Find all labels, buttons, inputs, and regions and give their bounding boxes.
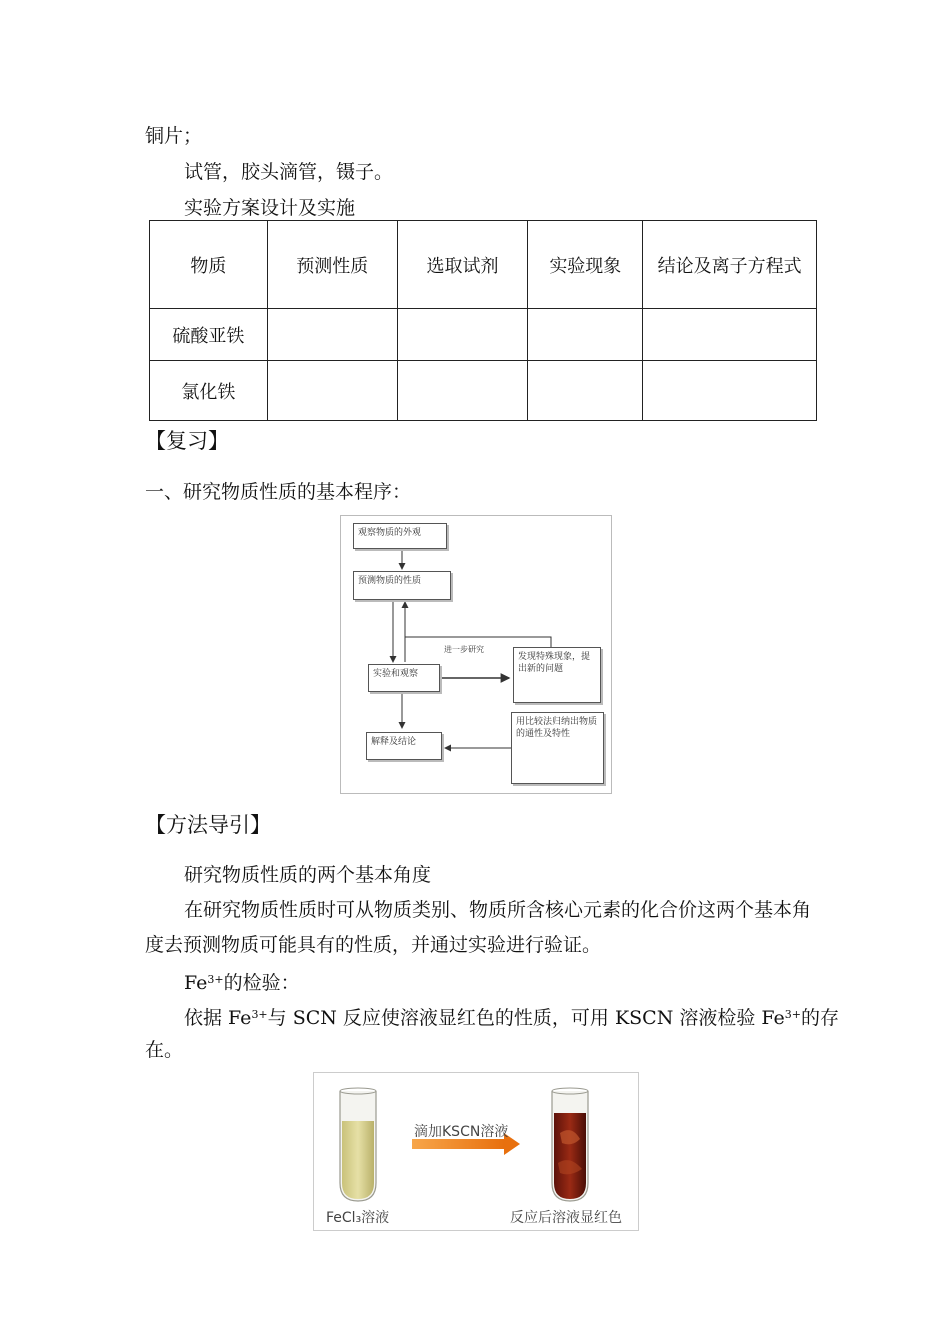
table-cell (397, 309, 528, 361)
charge-superscript: 3+ (207, 973, 224, 986)
fe3-test-title-text: 的检验： (223, 972, 300, 994)
table-row (150, 361, 817, 421)
flow-experiment-box: 实验和观察 (368, 664, 440, 692)
fe3-test-title (184, 968, 300, 995)
table-header-cell: 选取试剂 (397, 221, 528, 309)
materials-tools: 试管，胶头滴管，镊子。 (184, 161, 394, 183)
table-cell (267, 309, 397, 361)
table-row (150, 309, 817, 361)
flow-further-label: 进一步研究 (444, 645, 484, 654)
table-header-row (150, 221, 817, 309)
table-header-cell: 实验现象 (528, 221, 643, 309)
method-paragraph-line2: 度去预测物质可能具有的性质，并通过实验进行验证。 (145, 934, 602, 956)
review-heading: 【复习】 (145, 429, 229, 453)
experiment-table (149, 220, 817, 421)
table-cell (643, 361, 817, 421)
flow-explain-box: 解释及结论 (366, 732, 442, 760)
materials-copper: 铜片； (145, 125, 203, 147)
left-tube-label: FeCl₃溶液 (326, 1210, 390, 1226)
method-title: 研究物质性质的两个基本角度 (184, 864, 432, 886)
fe3-test-paragraph-line2: 在。 (145, 1039, 184, 1061)
table-header-cell: 预测性质 (267, 221, 397, 309)
table-cell: 氯化铁 (150, 361, 268, 421)
red-solution (554, 1113, 586, 1199)
table-header-cell: 结论及离子方程式 (643, 221, 817, 309)
table-cell (528, 309, 643, 361)
method-heading: 【方法导引】 (145, 813, 271, 837)
research-procedure-flowchart (340, 515, 612, 794)
experiment-design-title: 实验方案设计及实施 (184, 197, 356, 219)
fe-symbol: Fe (184, 972, 208, 994)
review-subheading: 一、研究物质性质的基本程序： (145, 481, 412, 503)
table-cell (528, 361, 643, 421)
flow-predict-box: 预测物质的性质 (353, 571, 451, 600)
flow-observe-box: 观察物质的外观 (353, 523, 447, 549)
method-paragraph-line1: 在研究物质性质时可从物质类别、物质所含核心元素的化合价这两个基本角 (184, 899, 812, 921)
table-cell (267, 361, 397, 421)
table-cell (397, 361, 528, 421)
arrow-label: 滴加KSCN溶液 (414, 1124, 509, 1140)
charge-superscript: 3+ (784, 1008, 802, 1021)
charge-superscript: 3+ (251, 1008, 268, 1021)
right-tube-label: 反应后溶液显红色 (510, 1210, 622, 1226)
test-text-a: 依据 Fe (184, 1007, 252, 1029)
flow-discover-box: 发现特殊现象，提出新的问题 (513, 647, 601, 703)
table-cell: 硫酸亚铁 (150, 309, 268, 361)
flow-compare-box: 用比较法归纳出物质的通性及特性 (511, 712, 604, 784)
kscn-test-illustration (313, 1072, 639, 1231)
fe3-test-paragraph-line1 (184, 1003, 839, 1030)
table-header-cell: 物质 (150, 221, 268, 309)
table-cell (643, 309, 817, 361)
test-text-c: 的存 (801, 1007, 840, 1029)
test-text-b: 与 SCN 反应使溶液显红色的性质，可用 KSCN 溶液检验 Fe (267, 1007, 785, 1029)
yellow-solution (342, 1121, 374, 1199)
